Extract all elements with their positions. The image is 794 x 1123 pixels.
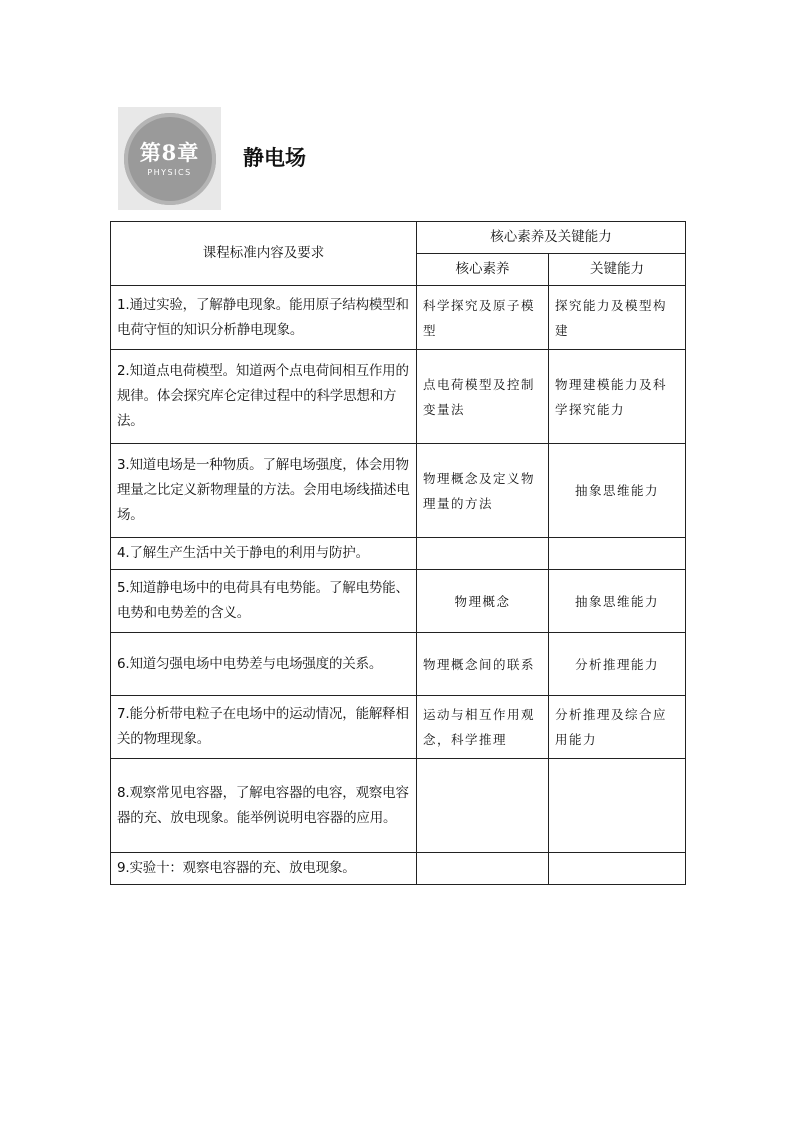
key-ability-cell: 分析推理能力: [549, 633, 686, 696]
table-row: [111, 853, 686, 885]
core-literacy-cell: 物理概念间的联系: [417, 633, 549, 696]
key-ability-cell: [549, 759, 686, 853]
table-row: [111, 538, 686, 570]
core-literacy-cell: 运动与相互作用观念，科学推理: [417, 696, 549, 759]
table-header-row: [111, 222, 686, 254]
table-row: [111, 696, 686, 759]
table-row: [111, 759, 686, 853]
key-ability-cell: 分析推理及综合应用能力: [549, 696, 686, 759]
requirement-cell: 6.知道匀强电场中电势差与电场强度的关系。: [111, 633, 417, 696]
chapter-badge: [118, 107, 221, 210]
key-ability-cell: 物理建模能力及科学探究能力: [549, 350, 686, 444]
chapter-title: 静电场: [243, 145, 306, 170]
chapter-badge-subtitle: PHYSICS: [147, 167, 192, 177]
core-literacy-cell: [417, 759, 549, 853]
requirement-cell: 4.了解生产生活中关于静电的利用与防护。: [111, 538, 417, 570]
key-ability-cell: [549, 853, 686, 885]
key-ability-cell: 抽象思维能力: [549, 444, 686, 538]
core-literacy-cell: 科学探究及原子模型: [417, 286, 549, 350]
header-group: 核心素养及关键能力: [417, 222, 686, 254]
requirement-cell: 9.实验十：观察电容器的充、放电现象。: [111, 853, 417, 885]
table-row: [111, 350, 686, 444]
core-literacy-cell: [417, 853, 549, 885]
header-core: 核心素养: [417, 254, 549, 286]
core-literacy-cell: 物理概念及定义物理量的方法: [417, 444, 549, 538]
requirement-cell: 3.知道电场是一种物质。了解电场强度，体会用物理量之比定义新物理量的方法。会用电场线描述电场。: [111, 444, 417, 538]
key-ability-cell: 抽象思维能力: [549, 570, 686, 633]
header-key: 关键能力: [549, 254, 686, 286]
curriculum-table: [110, 221, 686, 885]
core-literacy-cell: 点电荷模型及控制变量法: [417, 350, 549, 444]
requirement-cell: 7.能分析带电粒子在电场中的运动情况，能解释相关的物理现象。: [111, 696, 417, 759]
chapter-badge-circle: [124, 113, 216, 205]
requirement-cell: 5.知道静电场中的电荷具有电势能。了解电势能、电势和电势差的含义。: [111, 570, 417, 633]
table-row: [111, 444, 686, 538]
key-ability-cell: [549, 538, 686, 570]
requirement-cell: 1.通过实验，了解静电现象。能用原子结构模型和电荷守恒的知识分析静电现象。: [111, 286, 417, 350]
table-row: [111, 633, 686, 696]
requirement-cell: 2.知道点电荷模型。知道两个点电荷间相互作用的规律。体会探究库仑定律过程中的科学思想和方法。: [111, 350, 417, 444]
chapter-number: 第8章: [139, 139, 200, 165]
header-requirements: 课程标准内容及要求: [111, 222, 417, 286]
core-literacy-cell: 物理概念: [417, 570, 549, 633]
table-row: [111, 286, 686, 350]
key-ability-cell: 探究能力及模型构建: [549, 286, 686, 350]
table-row: [111, 570, 686, 633]
core-literacy-cell: [417, 538, 549, 570]
requirement-cell: 8.观察常见电容器，了解电容器的电容，观察电容器的充、放电现象。能举例说明电容器的应用。: [111, 759, 417, 853]
